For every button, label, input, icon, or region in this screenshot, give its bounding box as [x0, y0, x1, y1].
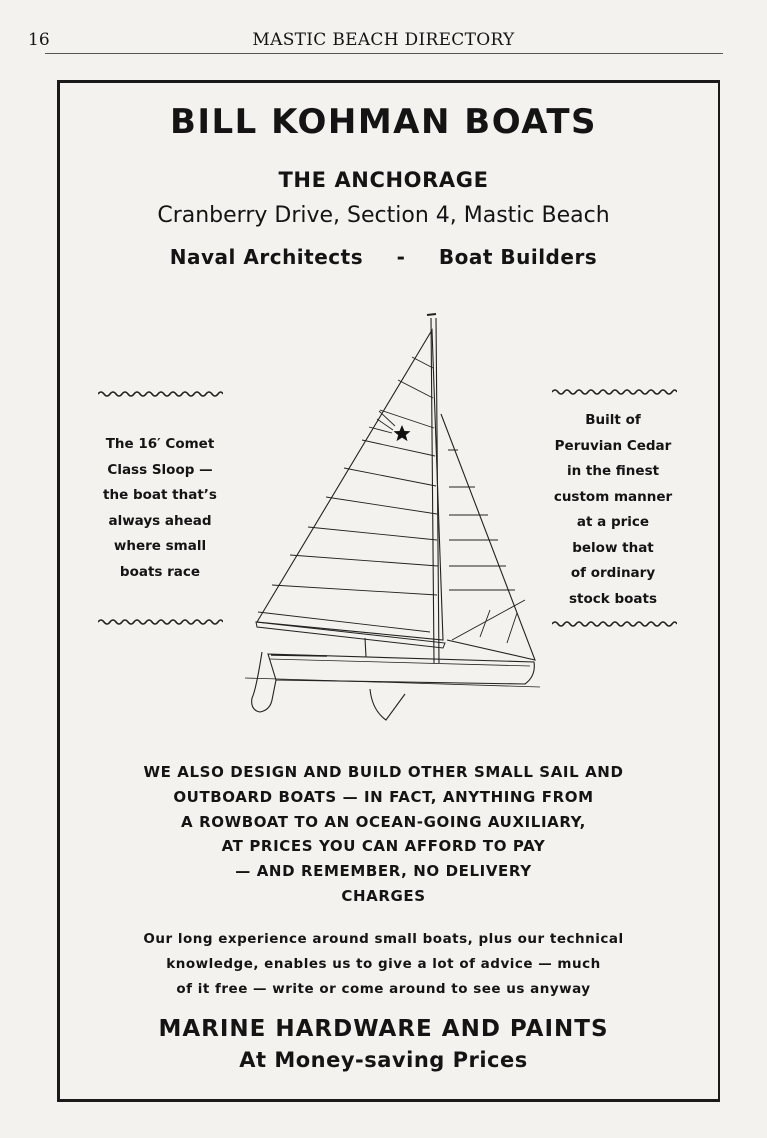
- text-line: WE ALSO DESIGN AND BUILD OTHER SMALL SAIL AND: [143, 763, 624, 781]
- text-line: Our long experience around small boats, plus our technical: [143, 931, 624, 947]
- page-number: 16: [28, 30, 50, 50]
- text-line: the boat that’s: [103, 487, 217, 503]
- text-line: Built of: [585, 412, 641, 428]
- ad-title: BILL KOHMAN BOATS: [169, 102, 598, 142]
- text-line: The 16′ Comet: [105, 436, 215, 452]
- trade-right: Boat Builders: [438, 245, 598, 269]
- text-line: where small: [113, 538, 207, 554]
- footer-subtitle: At Money-saving Prices: [239, 1048, 528, 1072]
- text-line: OUTBOARD BOATS — IN FACT, ANYTHING FROM: [173, 787, 594, 806]
- text-line: at a price: [576, 514, 650, 530]
- text-line: below that: [572, 539, 654, 556]
- text-line: boats race: [119, 563, 201, 580]
- text-line: stock boats: [569, 590, 657, 607]
- ad-subtitle: THE ANCHORAGE: [278, 168, 489, 192]
- text-line: Peruvian Cedar: [554, 437, 672, 454]
- text-line: custom manner: [553, 488, 673, 505]
- trade-separator: -: [396, 245, 406, 269]
- footer-title: MARINE HARDWARE AND PAINTS: [158, 1016, 609, 1042]
- text-line: A ROWBOAT TO AN OCEAN-GOING AUXILIARY,: [181, 812, 586, 831]
- text-line: of ordinary: [570, 565, 656, 581]
- ad-address: Cranberry Drive, Section 4, Mastic Beach: [157, 203, 610, 228]
- running-title: MASTIC BEACH DIRECTORY: [252, 30, 515, 50]
- text-line: AT PRICES YOU CAN AFFORD TO PAY: [221, 837, 546, 856]
- text-line: in the finest: [566, 463, 660, 479]
- text-line: CHARGES: [341, 886, 426, 905]
- text-line: knowledge, enables us to give a lot of advice — much: [166, 956, 601, 972]
- experience-paragraph: [0, 927, 767, 1002]
- text-line: — AND REMEMBER, NO DELIVERY: [235, 862, 532, 881]
- text-line: of it free — write or come around to see us anyway: [176, 981, 591, 997]
- trade-left: Naval Architects: [169, 245, 364, 269]
- text-line: Class Sloop —: [107, 461, 213, 478]
- design-build-paragraph: [0, 760, 767, 909]
- text-line: always ahead: [108, 512, 212, 529]
